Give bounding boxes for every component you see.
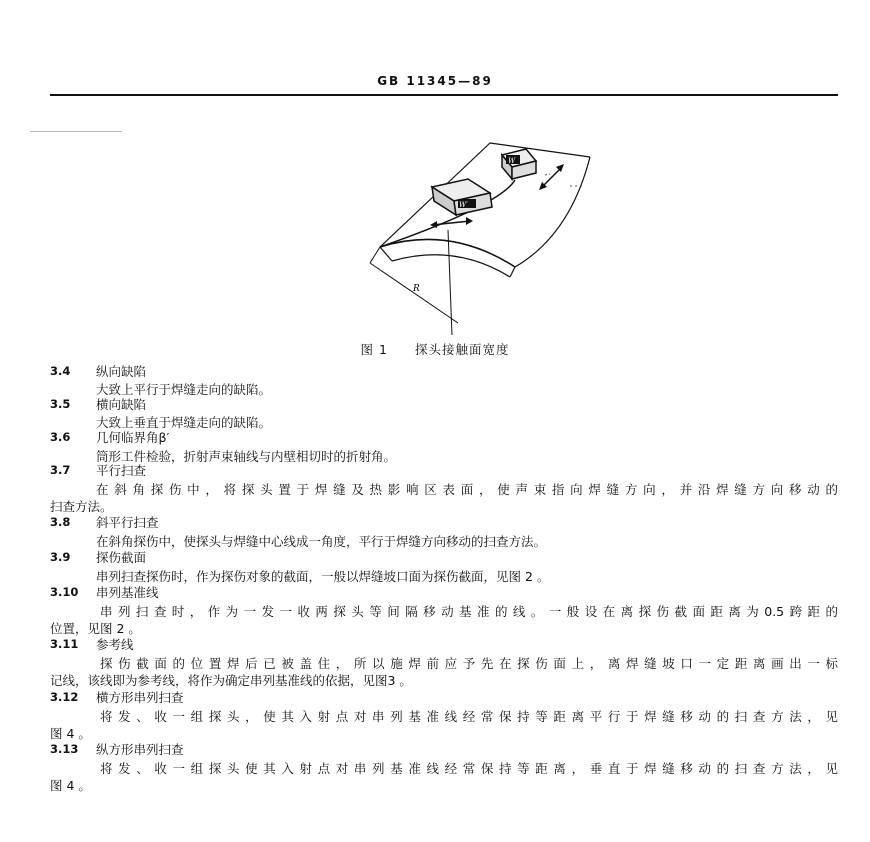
section-body-line: 串列扫查时，作为一发一收两探头等间隔移动基准的线。一般设在离探伤截面距离为0.5跨距的 [100,604,838,619]
section-body-line: 图 4 。 [50,778,91,793]
section-number: 3.4 [50,364,71,378]
section-title: 纵方形串列扫查 [96,742,184,757]
section-number: 3.11 [50,637,79,651]
section-number: 3.7 [50,463,71,477]
section-body-line: 探伤截面的位置焊后已被盖住，所以施焊前应予先在探伤面上，离焊缝坡口一定距离画出一标 [100,656,838,671]
section-body-line: 大致上平行于焊缝走向的缺陷。 [96,382,272,397]
section-title: 平行扫查 [96,463,147,478]
section-title: 横方形串列扫查 [96,690,184,705]
section-title: 探伤截面 [96,550,147,565]
probe-w-prime-label: W′ [459,201,468,209]
section-body-line: 串列扫查探伤时，作为探伤对象的截面，一般以焊缝坡口面为探伤截面，见图 2 。 [96,569,550,584]
probe-upper [502,149,536,179]
section-body-line: 将发、收一组探头使其入射点对串列基准线经常保持等距离，垂直于焊缝移动的扫查方法，见 [100,761,838,776]
figure-caption: 图 1 探头接触面宽度 [360,342,510,357]
probe-w-label: W [508,157,516,165]
section-body-line: 图 4 。 [50,726,91,741]
section-title: 横向缺陷 [96,397,147,412]
section-number: 3.8 [50,515,71,529]
section-title: 纵向缺陷 [96,364,147,379]
center-axis [448,230,452,335]
probe-contact-figure [340,135,600,335]
scan-artifact-line [30,131,122,132]
cylinder-inner-arc-2 [392,255,510,277]
section-title: 参考线 [96,637,134,652]
section-number: 3.6 [50,430,71,444]
section-number: 3.5 [50,397,71,411]
section-title: 串列基准线 [96,585,159,600]
section-title: 几何临界角β′ [96,430,170,445]
section-body-line: 在斜角探伤中，将探头置于焊缝及热影响区表面，使声束指向焊缝方向，并沿焊缝方向移动的 [96,482,838,497]
radius-label: R [413,284,420,294]
section-body-line: 在斜角探伤中，使探头与焊缝中心线成一角度，平行于焊缝方向移动的扫查方法。 [96,534,547,549]
header-rule [50,94,838,96]
section-body-line: 扫查方法。 [50,499,113,514]
section-body-line: 大致上垂直于焊缝走向的缺陷。 [96,415,272,430]
section-body-line: 记线，该线即为参考线，将作为确定串列基准线的依据，见图3 。 [50,673,412,688]
contact-width-arrow [432,221,470,225]
section-number: 3.13 [50,742,79,756]
section-body-line: 筒形工件检验，折射声束轴线与内壁相切时的折射角。 [96,449,397,464]
section-number: 3.10 [50,585,79,599]
section-body-line: 位置，见图 2 。 [50,621,141,636]
section-title: 斜平行扫查 [96,515,159,530]
cylinder-inner-arc [380,239,515,267]
section-number: 3.9 [50,550,71,564]
standard-code-header: GB 11345—89 [377,74,493,88]
section-body-line: 将发、收一组探头，使其入射点对串列基准线经常保持等距离平行于焊缝移动的扫查方法，见 [100,709,838,724]
probe-lower [432,179,492,215]
section-number: 3.12 [50,690,79,704]
